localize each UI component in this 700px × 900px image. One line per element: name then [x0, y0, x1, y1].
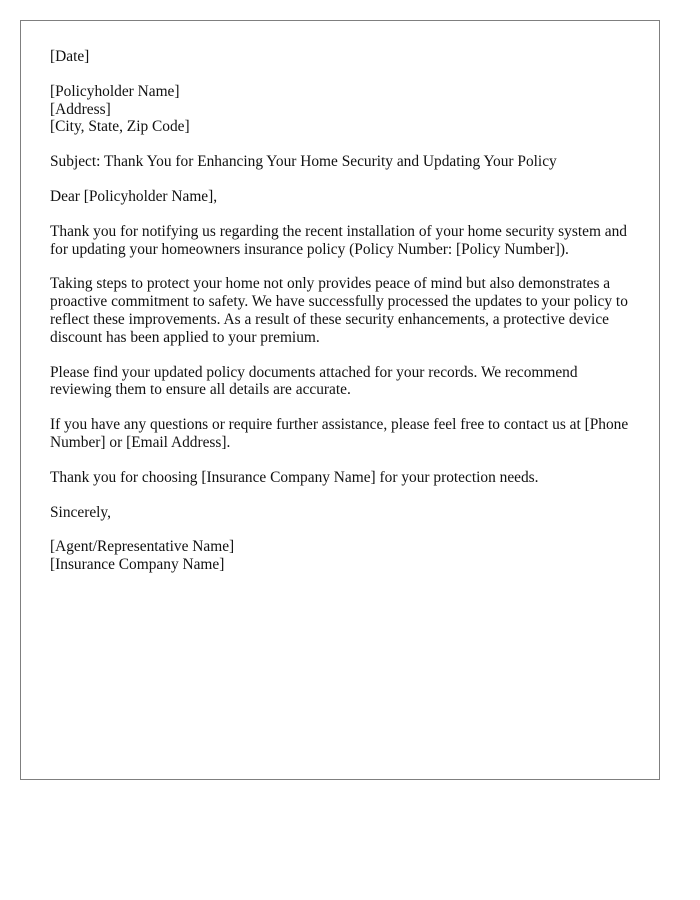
letter-body: [50, 48, 636, 591]
body-paragraph-notification: Thank you for notifying us regarding the recent installation of your home security system and for updating your homeowners insurance policy (Policy Number: [Policy Number]).: [50, 222, 628, 258]
body-paragraph-discount: Taking steps to protect your home not only provides peace of mind but also demonstrates a proactive commitment to safety. We have successfully processed the updates to your policy to reflect these improvements. As a result of these security enhancements, a protective device discount has been applied to your premium.: [50, 275, 628, 346]
recipient-block: [50, 83, 636, 136]
recipient-address: [Address]: [50, 100, 111, 118]
salutation: Dear [Policyholder Name],: [50, 187, 218, 205]
closing: Sincerely,: [50, 503, 111, 521]
letter-page: [20, 20, 660, 780]
date-line: [Date]: [50, 48, 90, 65]
subject-line: Subject: Thank You for Enhancing Your Home Security and Updating Your Policy: [50, 153, 557, 171]
signature-company: [Insurance Company Name]: [50, 556, 225, 574]
body-paragraph-documents: Please find your updated policy documents attached for your records. We recommend reviewing them to ensure all details are accurate.: [50, 363, 578, 399]
signature-name: [Agent/Representative Name]: [50, 538, 235, 556]
body-paragraph-contact: If you have any questions or require further assistance, please feel free to contact us at [Phone Number] or [Email Address].: [50, 416, 629, 451]
recipient-name: [Policyholder Name]: [50, 82, 180, 100]
signature-block: [50, 538, 636, 574]
recipient-city-state-zip: [City, State, Zip Code]: [50, 118, 190, 136]
body-paragraph-thanks: Thank you for choosing [Insurance Company Name] for your protection needs.: [50, 468, 539, 486]
